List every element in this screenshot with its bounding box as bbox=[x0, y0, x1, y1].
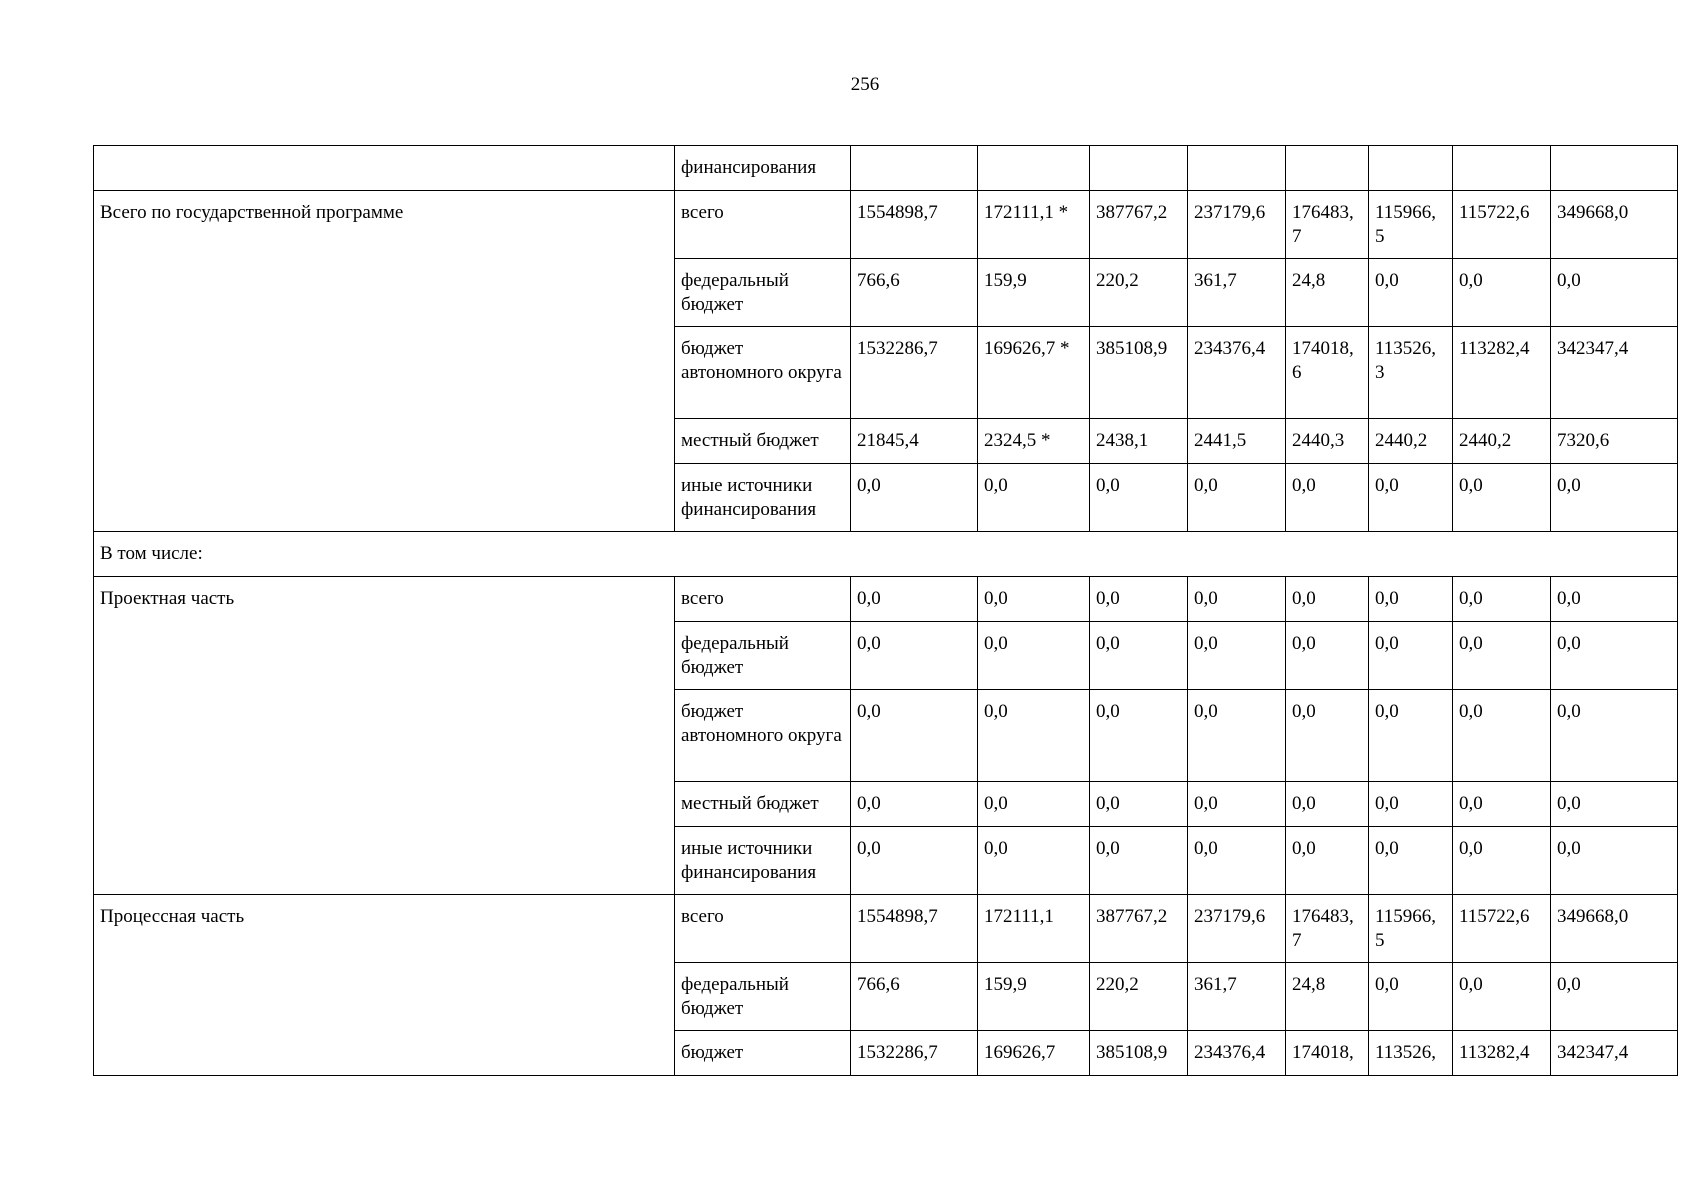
value-cell: 176483, 7 bbox=[1286, 191, 1369, 259]
value-cell: 0,0 bbox=[1453, 622, 1551, 690]
value-cell: 176483, 7 bbox=[1286, 895, 1369, 963]
value-cell: 220,2 bbox=[1090, 259, 1188, 327]
value-cell: 0,0 bbox=[1453, 690, 1551, 782]
value-cell: 0,0 bbox=[1369, 690, 1453, 782]
value-cell: 766,6 bbox=[851, 259, 978, 327]
value-cell: 234376,4 bbox=[1188, 327, 1286, 419]
source-cell: всего bbox=[675, 191, 851, 259]
value-cell: 0,0 bbox=[1090, 577, 1188, 622]
value-cell: 0,0 bbox=[1369, 259, 1453, 327]
value-cell: 0,0 bbox=[1551, 622, 1678, 690]
source-cell: иные источники финансирования bbox=[675, 827, 851, 895]
program-section-title: Всего по государственной программе bbox=[94, 191, 675, 532]
value-cell: 172111,1 * bbox=[978, 191, 1090, 259]
value-cell: 0,0 bbox=[851, 464, 978, 532]
value-cell: 7320,6 bbox=[1551, 419, 1678, 464]
value-cell: 115722,6 bbox=[1453, 895, 1551, 963]
source-cell: финансирования bbox=[675, 146, 851, 191]
program-section-title: Процессная часть bbox=[94, 895, 675, 1076]
value-cell: 113526, bbox=[1369, 1031, 1453, 1076]
value-cell: 0,0 bbox=[1551, 690, 1678, 782]
value-cell: 0,0 bbox=[1453, 577, 1551, 622]
value-cell: 361,7 bbox=[1188, 259, 1286, 327]
value-cell: 0,0 bbox=[1369, 827, 1453, 895]
value-cell: 0,0 bbox=[851, 782, 978, 827]
value-cell: 0,0 bbox=[1188, 782, 1286, 827]
value-cell: 2440,3 bbox=[1286, 419, 1369, 464]
value-cell: 342347,4 bbox=[1551, 1031, 1678, 1076]
table-row bbox=[94, 146, 1678, 191]
value-cell: 0,0 bbox=[1188, 577, 1286, 622]
source-cell: бюджет автономного округа bbox=[675, 690, 851, 782]
value-cell: 0,0 bbox=[1551, 963, 1678, 1031]
value-cell: 237179,6 bbox=[1188, 191, 1286, 259]
value-cell: 0,0 bbox=[1369, 577, 1453, 622]
value-cell: 0,0 bbox=[1188, 464, 1286, 532]
value-cell: 2440,2 bbox=[1453, 419, 1551, 464]
value-cell: 1532286,7 bbox=[851, 1031, 978, 1076]
value-cell: 0,0 bbox=[1286, 577, 1369, 622]
value-cell: 113282,4 bbox=[1453, 327, 1551, 419]
value-cell: 0,0 bbox=[1286, 690, 1369, 782]
source-cell: местный бюджет bbox=[675, 419, 851, 464]
value-cell: 0,0 bbox=[1551, 259, 1678, 327]
value-cell: 24,8 bbox=[1286, 259, 1369, 327]
value-cell: 172111,1 bbox=[978, 895, 1090, 963]
value-cell: 1554898,7 bbox=[851, 191, 978, 259]
value-cell: 766,6 bbox=[851, 963, 978, 1031]
value-cell: 0,0 bbox=[1453, 782, 1551, 827]
source-cell: местный бюджет bbox=[675, 782, 851, 827]
value-cell: 0,0 bbox=[978, 464, 1090, 532]
table-row bbox=[94, 191, 1678, 259]
value-cell: 0,0 bbox=[1090, 464, 1188, 532]
value-cell: 2440,2 bbox=[1369, 419, 1453, 464]
value-cell: 169626,7 bbox=[978, 1031, 1090, 1076]
source-cell: бюджет автономного округа bbox=[675, 327, 851, 419]
value-cell: 0,0 bbox=[978, 690, 1090, 782]
value-cell: 24,8 bbox=[1286, 963, 1369, 1031]
financing-table bbox=[93, 145, 1678, 1076]
value-cell: 174018, bbox=[1286, 1031, 1369, 1076]
value-cell: 0,0 bbox=[1551, 577, 1678, 622]
value-cell: 385108,9 bbox=[1090, 1031, 1188, 1076]
value-cell: 387767,2 bbox=[1090, 895, 1188, 963]
value-cell: 0,0 bbox=[978, 622, 1090, 690]
value-cell: 113282,4 bbox=[1453, 1031, 1551, 1076]
source-cell: иные источники финансирования bbox=[675, 464, 851, 532]
source-cell: федеральный бюджет bbox=[675, 259, 851, 327]
value-cell: 0,0 bbox=[1551, 464, 1678, 532]
value-cell: 0,0 bbox=[851, 690, 978, 782]
value-cell: 234376,4 bbox=[1188, 1031, 1286, 1076]
value-cell: 0,0 bbox=[1551, 782, 1678, 827]
value-cell: 0,0 bbox=[1090, 690, 1188, 782]
value-cell: 0,0 bbox=[978, 827, 1090, 895]
program-cell bbox=[94, 146, 675, 191]
source-cell: федеральный бюджет bbox=[675, 622, 851, 690]
value-cell: 113526, 3 bbox=[1369, 327, 1453, 419]
value-cell: 0,0 bbox=[1453, 259, 1551, 327]
value-cell: 115966, 5 bbox=[1369, 895, 1453, 963]
value-cell: 0,0 bbox=[1453, 464, 1551, 532]
value-cell: 0,0 bbox=[1453, 963, 1551, 1031]
value-cell: 169626,7 * bbox=[978, 327, 1090, 419]
value-cell: 0,0 bbox=[1453, 827, 1551, 895]
source-cell: всего bbox=[675, 895, 851, 963]
value-cell: 0,0 bbox=[851, 577, 978, 622]
value-cell: 0,0 bbox=[1286, 464, 1369, 532]
value-cell: 0,0 bbox=[1188, 690, 1286, 782]
value-cell: 0,0 bbox=[851, 827, 978, 895]
value-cell: 0,0 bbox=[978, 577, 1090, 622]
value-cell: 115722,6 bbox=[1453, 191, 1551, 259]
source-cell: бюджет bbox=[675, 1031, 851, 1076]
value-cell: 220,2 bbox=[1090, 963, 1188, 1031]
value-cell: 0,0 bbox=[1188, 827, 1286, 895]
value-cell: 237179,6 bbox=[1188, 895, 1286, 963]
value-cell: 0,0 bbox=[1090, 782, 1188, 827]
value-cell: 2438,1 bbox=[1090, 419, 1188, 464]
source-cell: федеральный бюджет bbox=[675, 963, 851, 1031]
value-cell: 2324,5 * bbox=[978, 419, 1090, 464]
including-label: В том числе: bbox=[94, 532, 1678, 577]
value-cell: 0,0 bbox=[1286, 782, 1369, 827]
value-cell: 159,9 bbox=[978, 963, 1090, 1031]
value-cell: 0,0 bbox=[851, 622, 978, 690]
table-row bbox=[94, 895, 1678, 963]
value-cell: 0,0 bbox=[978, 782, 1090, 827]
value-cell: 0,0 bbox=[1090, 622, 1188, 690]
value-cell: 1554898,7 bbox=[851, 895, 978, 963]
value-cell: 0,0 bbox=[1369, 464, 1453, 532]
value-cell: 349668,0 bbox=[1551, 895, 1678, 963]
value-cell: 0,0 bbox=[1090, 827, 1188, 895]
value-cell: 2441,5 bbox=[1188, 419, 1286, 464]
value-cell: 349668,0 bbox=[1551, 191, 1678, 259]
value-cell: 385108,9 bbox=[1090, 327, 1188, 419]
value-cell: 115966, 5 bbox=[1369, 191, 1453, 259]
value-cell: 361,7 bbox=[1188, 963, 1286, 1031]
value-cell: 387767,2 bbox=[1090, 191, 1188, 259]
source-cell: всего bbox=[675, 577, 851, 622]
table-row bbox=[94, 577, 1678, 622]
value-cell: 0,0 bbox=[1551, 827, 1678, 895]
value-cell: 0,0 bbox=[1286, 827, 1369, 895]
value-cell: 21845,4 bbox=[851, 419, 978, 464]
value-cell: 159,9 bbox=[978, 259, 1090, 327]
value-cell: 342347,4 bbox=[1551, 327, 1678, 419]
value-cell: 0,0 bbox=[1369, 963, 1453, 1031]
value-cell: 0,0 bbox=[1369, 622, 1453, 690]
program-section-title: Проектная часть bbox=[94, 577, 675, 895]
value-cell: 0,0 bbox=[1188, 622, 1286, 690]
value-cell: 1532286,7 bbox=[851, 327, 978, 419]
table-row bbox=[94, 532, 1678, 577]
page-number: 256 bbox=[850, 74, 880, 95]
value-cell: 0,0 bbox=[1369, 782, 1453, 827]
value-cell: 0,0 bbox=[1286, 622, 1369, 690]
value-cell: 174018, 6 bbox=[1286, 327, 1369, 419]
